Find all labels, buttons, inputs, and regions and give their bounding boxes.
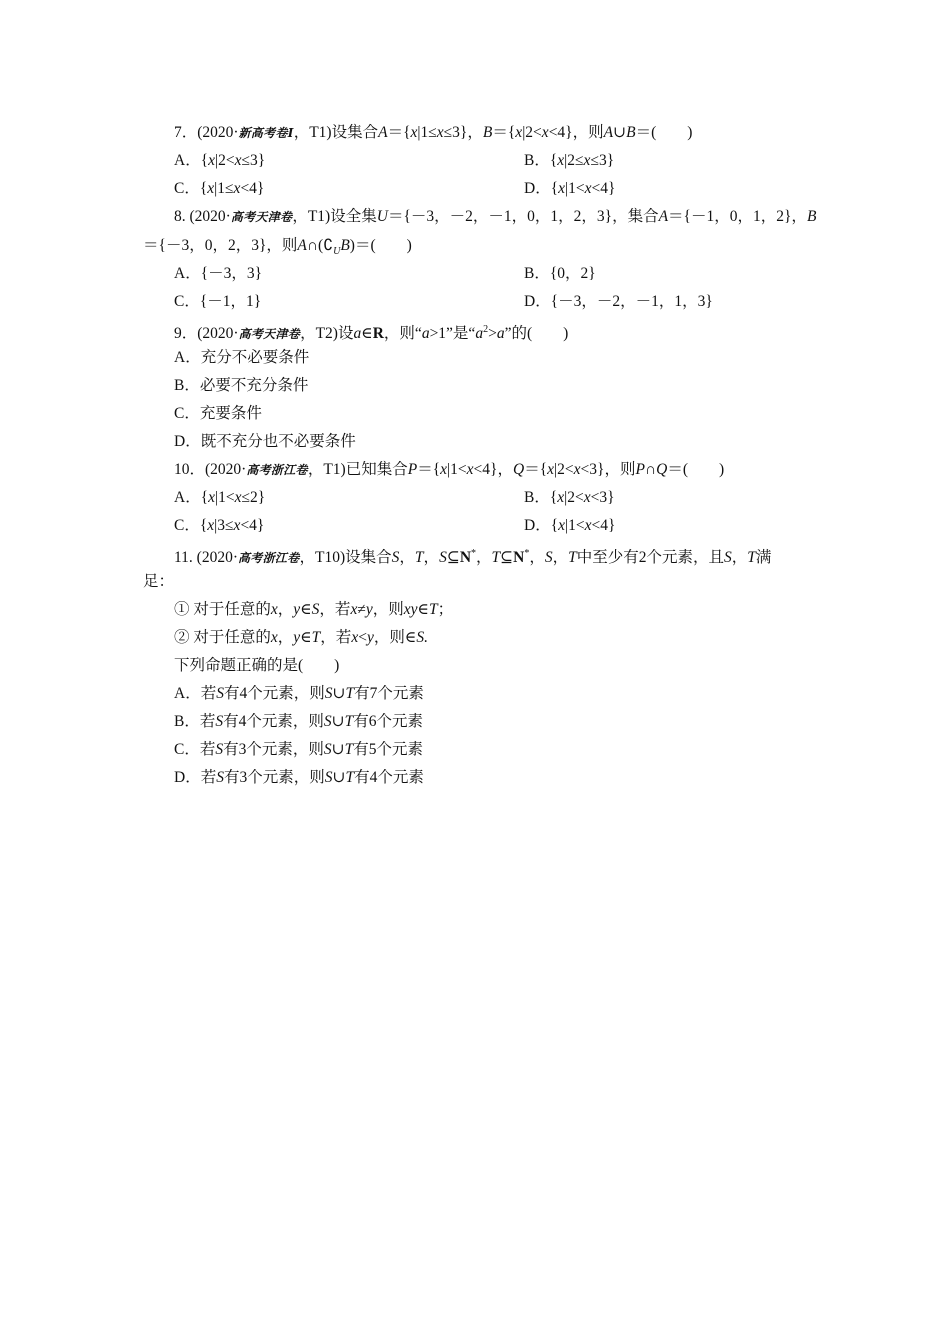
text-run: S bbox=[324, 685, 333, 702]
text-run: ，若 bbox=[319, 601, 351, 618]
text-run: ，T1)已知集合 bbox=[307, 461, 408, 478]
q8-option-b bbox=[524, 260, 596, 288]
text-run: A bbox=[297, 237, 307, 254]
text-run: S bbox=[724, 549, 732, 567]
source-citation: 高考浙江卷 bbox=[238, 551, 300, 566]
text-run: x bbox=[440, 461, 448, 478]
text-run: ∩(∁ bbox=[306, 237, 334, 254]
text-run: T bbox=[344, 741, 354, 758]
text-run: N bbox=[459, 549, 472, 567]
text-run: U bbox=[376, 208, 388, 225]
text-run: ，则 bbox=[372, 601, 404, 618]
text-run: A．若 bbox=[174, 685, 217, 702]
text-run: x bbox=[584, 180, 592, 197]
text-run: T bbox=[311, 629, 321, 646]
text-run: ≤3}， bbox=[443, 124, 483, 141]
text-run: C．{－1，1} bbox=[174, 293, 262, 310]
text-run: 中至少有2个元素，且 bbox=[576, 549, 725, 567]
text-run: B．{ bbox=[524, 152, 558, 169]
text-run: xy bbox=[403, 601, 418, 618]
text-run: D．若 bbox=[174, 769, 217, 786]
text-run: C．{ bbox=[174, 517, 208, 534]
q9-option-row-b bbox=[0, 372, 950, 400]
text-run: ⊆ bbox=[446, 549, 460, 567]
text-run: T bbox=[568, 549, 577, 567]
text-run: x bbox=[207, 517, 215, 534]
text-run: x bbox=[233, 180, 241, 197]
text-run: ”的( ) bbox=[504, 325, 569, 343]
text-run: 满 bbox=[755, 549, 772, 567]
text-run: x bbox=[557, 152, 565, 169]
text-run: C．若 bbox=[174, 741, 216, 758]
text-run: x bbox=[515, 124, 523, 141]
text-run: A．充分不必要条件 bbox=[174, 349, 310, 366]
text-run: |3≤ bbox=[214, 517, 234, 534]
q10-stem-line-1 bbox=[174, 456, 724, 484]
text-run: S bbox=[324, 769, 333, 786]
text-run: B bbox=[482, 124, 493, 141]
text-run: x bbox=[208, 152, 216, 169]
text-run: ，T1)设全集 bbox=[292, 208, 377, 225]
source-citation: 高考天津卷 bbox=[230, 210, 293, 224]
text-run: ＝{－3，－2，－1，0，1，2，3}，集合 bbox=[387, 208, 659, 225]
text-run: ∈ bbox=[417, 601, 429, 618]
text-run: x bbox=[573, 461, 581, 478]
q11-option-d bbox=[174, 764, 424, 792]
text-run: x bbox=[583, 152, 591, 169]
text-run: S bbox=[323, 713, 332, 730]
text-run: y bbox=[365, 601, 373, 618]
text-run: ，T10)设集合 bbox=[299, 549, 392, 567]
q8-option-c bbox=[174, 288, 261, 316]
q10-option-d bbox=[524, 512, 615, 540]
text-run: ＝( ) bbox=[667, 461, 725, 478]
q9-option-d bbox=[174, 428, 356, 456]
q8-options-row-2 bbox=[0, 288, 950, 316]
text-run: Q bbox=[512, 461, 525, 478]
text-run: ≤3} bbox=[590, 152, 615, 169]
text-run: ② 对于任意的 bbox=[174, 629, 271, 646]
q7-options-row-1 bbox=[0, 147, 950, 175]
q10-option-a bbox=[174, 484, 265, 512]
q8-option-a bbox=[174, 260, 262, 288]
text-run: <3} bbox=[590, 489, 615, 506]
text-run: x bbox=[410, 124, 418, 141]
text-run: 下列命题正确的是( ) bbox=[174, 657, 340, 674]
text-run: ， bbox=[529, 549, 545, 567]
text-run: ∪ bbox=[331, 741, 345, 758]
text-run: D．{ bbox=[524, 180, 559, 197]
text-run: S bbox=[216, 769, 224, 786]
text-run: <4} bbox=[591, 180, 616, 197]
source-citation: 新高考卷Ⅰ bbox=[238, 126, 294, 140]
text-run: R bbox=[372, 325, 384, 343]
q7-option-c bbox=[174, 175, 264, 203]
text-run: y bbox=[293, 629, 301, 646]
q8-option-d bbox=[524, 288, 713, 316]
text-run: ≤3} bbox=[241, 152, 266, 169]
text-run: U bbox=[333, 246, 341, 258]
text-run: * bbox=[524, 548, 530, 559]
text-run: x bbox=[541, 124, 549, 141]
q9-option-row-c bbox=[0, 400, 950, 428]
source-citation: 高考浙江卷 bbox=[246, 463, 308, 477]
text-run: ＝{ bbox=[492, 124, 516, 141]
text-run: x bbox=[234, 152, 242, 169]
text-run: 有4个元素 bbox=[354, 769, 424, 786]
text-run: < bbox=[358, 629, 367, 646]
text-run: N bbox=[513, 549, 525, 567]
text-run: x bbox=[234, 489, 242, 506]
text-run: 2 bbox=[483, 324, 489, 335]
text-run: |1≤ bbox=[214, 180, 234, 197]
q11-condition-2-text bbox=[174, 624, 428, 652]
text-run: D．既不充分也不必要条件 bbox=[174, 433, 356, 450]
q11 bbox=[0, 540, 950, 568]
text-run: A．{－3，3} bbox=[174, 265, 263, 282]
text-run: x bbox=[583, 489, 591, 506]
text-run: T bbox=[429, 601, 438, 618]
text-run: 有6个元素 bbox=[353, 713, 423, 730]
text-run: a bbox=[421, 325, 430, 343]
q9-option-a bbox=[174, 344, 309, 372]
text-run: ＝( ) bbox=[635, 124, 693, 141]
text-run: 9．(2020· bbox=[174, 325, 239, 343]
text-run: ∈ bbox=[300, 601, 312, 618]
text-run: 有3个元素，则 bbox=[223, 769, 325, 786]
text-run: ， bbox=[277, 601, 294, 618]
text-run: ＝{ bbox=[524, 461, 548, 478]
text-run: x bbox=[466, 461, 474, 478]
text-run: ， bbox=[277, 629, 294, 646]
text-run: 有4个元素，则 bbox=[223, 713, 324, 730]
text-run: 7．(2020· bbox=[174, 124, 239, 141]
q7-stem-line-1 bbox=[174, 119, 692, 147]
q11-condition-1-text bbox=[174, 596, 453, 624]
q11-option-row-b bbox=[0, 708, 950, 736]
text-run: ∩ bbox=[644, 461, 657, 478]
text-run: <4} bbox=[240, 180, 265, 197]
text-run: S bbox=[215, 741, 224, 758]
text-run: C．充要条件 bbox=[174, 405, 262, 422]
text-run: ① 对于任意的 bbox=[174, 601, 271, 618]
q8-options-row-1 bbox=[0, 260, 950, 288]
q11-stem-continued bbox=[0, 568, 950, 596]
text-run: ∈ bbox=[361, 325, 373, 343]
text-run: ⊆ bbox=[500, 549, 514, 567]
text-run: x bbox=[351, 629, 359, 646]
q7-option-a bbox=[174, 147, 265, 175]
text-run: ，若 bbox=[320, 629, 352, 646]
text-run: |2< bbox=[564, 489, 584, 506]
q9-option-row-d bbox=[0, 428, 950, 456]
text-run: ＝{－1，0，1，2}， bbox=[668, 208, 807, 225]
text-run: |1< bbox=[565, 180, 585, 197]
text-run: S bbox=[439, 549, 447, 567]
text-run: S bbox=[323, 741, 332, 758]
text-run: 有7个元素 bbox=[354, 685, 424, 702]
q8-stem-continued bbox=[0, 232, 950, 260]
text-run: <4} bbox=[240, 517, 265, 534]
text-run: ， bbox=[731, 549, 748, 567]
text-run: T bbox=[747, 549, 756, 567]
text-run: )＝( ) bbox=[349, 237, 412, 254]
text-run: Q bbox=[656, 461, 668, 478]
text-run: * bbox=[471, 548, 477, 559]
text-run: ＝{ bbox=[417, 461, 441, 478]
text-run: S. bbox=[416, 629, 428, 646]
text-run: ，则“ bbox=[383, 325, 422, 343]
text-run: T bbox=[491, 549, 501, 567]
text-run: B bbox=[626, 124, 636, 141]
text-run: A bbox=[378, 124, 388, 141]
text-run: S bbox=[311, 601, 320, 618]
text-run: B．必要不充分条件 bbox=[174, 377, 309, 394]
text-run: T bbox=[345, 685, 355, 702]
text-run: ∈ bbox=[300, 629, 312, 646]
text-run: C．{ bbox=[174, 180, 208, 197]
text-run: 有5个元素 bbox=[353, 741, 423, 758]
text-run: S bbox=[544, 549, 553, 567]
text-run: |2< bbox=[215, 152, 235, 169]
q7-options-row-2 bbox=[0, 175, 950, 203]
q9-option-b bbox=[174, 372, 308, 400]
text-run: |1< bbox=[215, 489, 235, 506]
text-run: ∪ bbox=[613, 124, 627, 141]
q11-option-row-a bbox=[0, 680, 950, 708]
text-run: y bbox=[293, 601, 301, 618]
text-run: a bbox=[475, 325, 484, 343]
text-run: x bbox=[558, 517, 566, 534]
q11-option-b bbox=[174, 708, 423, 736]
text-run: x bbox=[557, 489, 565, 506]
text-run: x bbox=[547, 461, 555, 478]
source-citation: 高考天津卷 bbox=[238, 327, 301, 342]
text-run: x bbox=[233, 517, 241, 534]
text-run: A．{ bbox=[174, 489, 209, 506]
q11-option-c bbox=[174, 736, 423, 764]
text-run: x bbox=[207, 180, 215, 197]
q10-option-c bbox=[174, 512, 264, 540]
text-run: B．{0，2} bbox=[524, 265, 596, 282]
text-run: D．{－3，－2，－1，1，3} bbox=[524, 293, 713, 310]
text-run: ∪ bbox=[332, 685, 346, 702]
text-run: A bbox=[658, 208, 669, 225]
text-run: S bbox=[215, 713, 224, 730]
text-run: B bbox=[340, 237, 350, 254]
q10 bbox=[0, 456, 950, 484]
text-run: |1< bbox=[565, 517, 585, 534]
q11-condition-1 bbox=[0, 596, 950, 624]
text-run: x bbox=[584, 517, 592, 534]
text-run: ， bbox=[552, 549, 569, 567]
q8 bbox=[0, 203, 950, 231]
text-run: |2< bbox=[554, 461, 574, 478]
text-run: y bbox=[366, 629, 374, 646]
text-run: S bbox=[216, 685, 224, 702]
text-run: ≠ bbox=[357, 601, 366, 618]
text-run: ∪ bbox=[331, 713, 345, 730]
text-run: 11. (2020· bbox=[174, 549, 238, 567]
text-run: D．{ bbox=[524, 517, 559, 534]
text-run: >1”是“ bbox=[429, 325, 476, 343]
text-run: S bbox=[391, 549, 400, 567]
text-run: 足： bbox=[143, 573, 175, 590]
text-run: x bbox=[270, 629, 278, 646]
text-run: A bbox=[603, 124, 614, 141]
q11-prompt-text bbox=[174, 652, 339, 680]
text-run: x bbox=[350, 601, 358, 618]
text-run: <4}，则 bbox=[548, 124, 604, 141]
q8-stem-line-1 bbox=[174, 203, 816, 231]
text-run: x bbox=[436, 124, 444, 141]
text-run: T bbox=[414, 549, 424, 567]
text-run: B．{ bbox=[524, 489, 558, 506]
text-run: T bbox=[345, 769, 355, 786]
text-run: <3}，则 bbox=[580, 461, 636, 478]
text-run: |1≤ bbox=[417, 124, 437, 141]
text-run: ∪ bbox=[332, 769, 346, 786]
q9-option-row-a bbox=[0, 344, 950, 372]
text-run: ， bbox=[476, 549, 492, 567]
text-run: ，则∈ bbox=[373, 629, 417, 646]
text-run: a bbox=[353, 325, 362, 343]
text-run: B．若 bbox=[174, 713, 216, 730]
text-run: P bbox=[635, 461, 645, 478]
q10-option-b bbox=[524, 484, 615, 512]
text-run: ＝{ bbox=[387, 124, 411, 141]
text-run: x bbox=[558, 180, 566, 197]
q11-stem-line-2 bbox=[143, 568, 174, 596]
q7-option-d bbox=[524, 175, 615, 203]
q11-option-a bbox=[174, 680, 424, 708]
text-run: ＝{－3，0，2，3}，则 bbox=[143, 237, 298, 254]
text-run: x bbox=[270, 601, 278, 618]
text-run: <4}， bbox=[473, 461, 513, 478]
text-run: |2< bbox=[522, 124, 542, 141]
text-run: ； bbox=[437, 601, 454, 618]
text-run: |1< bbox=[447, 461, 467, 478]
q11-prompt bbox=[0, 652, 950, 680]
text-run: 有4个元素，则 bbox=[223, 685, 325, 702]
text-run: ， bbox=[423, 549, 440, 567]
text-run: > bbox=[488, 325, 497, 343]
text-run: T bbox=[344, 713, 354, 730]
text-run: a bbox=[496, 325, 505, 343]
q9 bbox=[0, 316, 950, 344]
q10-options-row-2 bbox=[0, 512, 950, 540]
q7 bbox=[0, 119, 950, 147]
text-run: P bbox=[407, 461, 418, 478]
q11-option-row-c bbox=[0, 736, 950, 764]
q9-option-c bbox=[174, 400, 262, 428]
q7-option-b bbox=[524, 147, 614, 175]
text-run: 10．(2020· bbox=[174, 461, 247, 478]
text-run: A．{ bbox=[174, 152, 209, 169]
text-run: ，T1)设集合 bbox=[293, 124, 379, 141]
text-run: 有3个元素，则 bbox=[223, 741, 324, 758]
text-run: 8. (2020· bbox=[174, 208, 231, 225]
text-run: B bbox=[806, 208, 817, 225]
text-run: ，T2)设 bbox=[300, 325, 354, 343]
text-run: x bbox=[208, 489, 216, 506]
text-run: |2≤ bbox=[564, 152, 584, 169]
text-run: <4} bbox=[591, 517, 616, 534]
q11-condition-2 bbox=[0, 624, 950, 652]
text-run: ， bbox=[399, 549, 415, 567]
q10-options-row-1 bbox=[0, 484, 950, 512]
q11-option-row-d bbox=[0, 764, 950, 792]
text-run: ≤2} bbox=[241, 489, 266, 506]
